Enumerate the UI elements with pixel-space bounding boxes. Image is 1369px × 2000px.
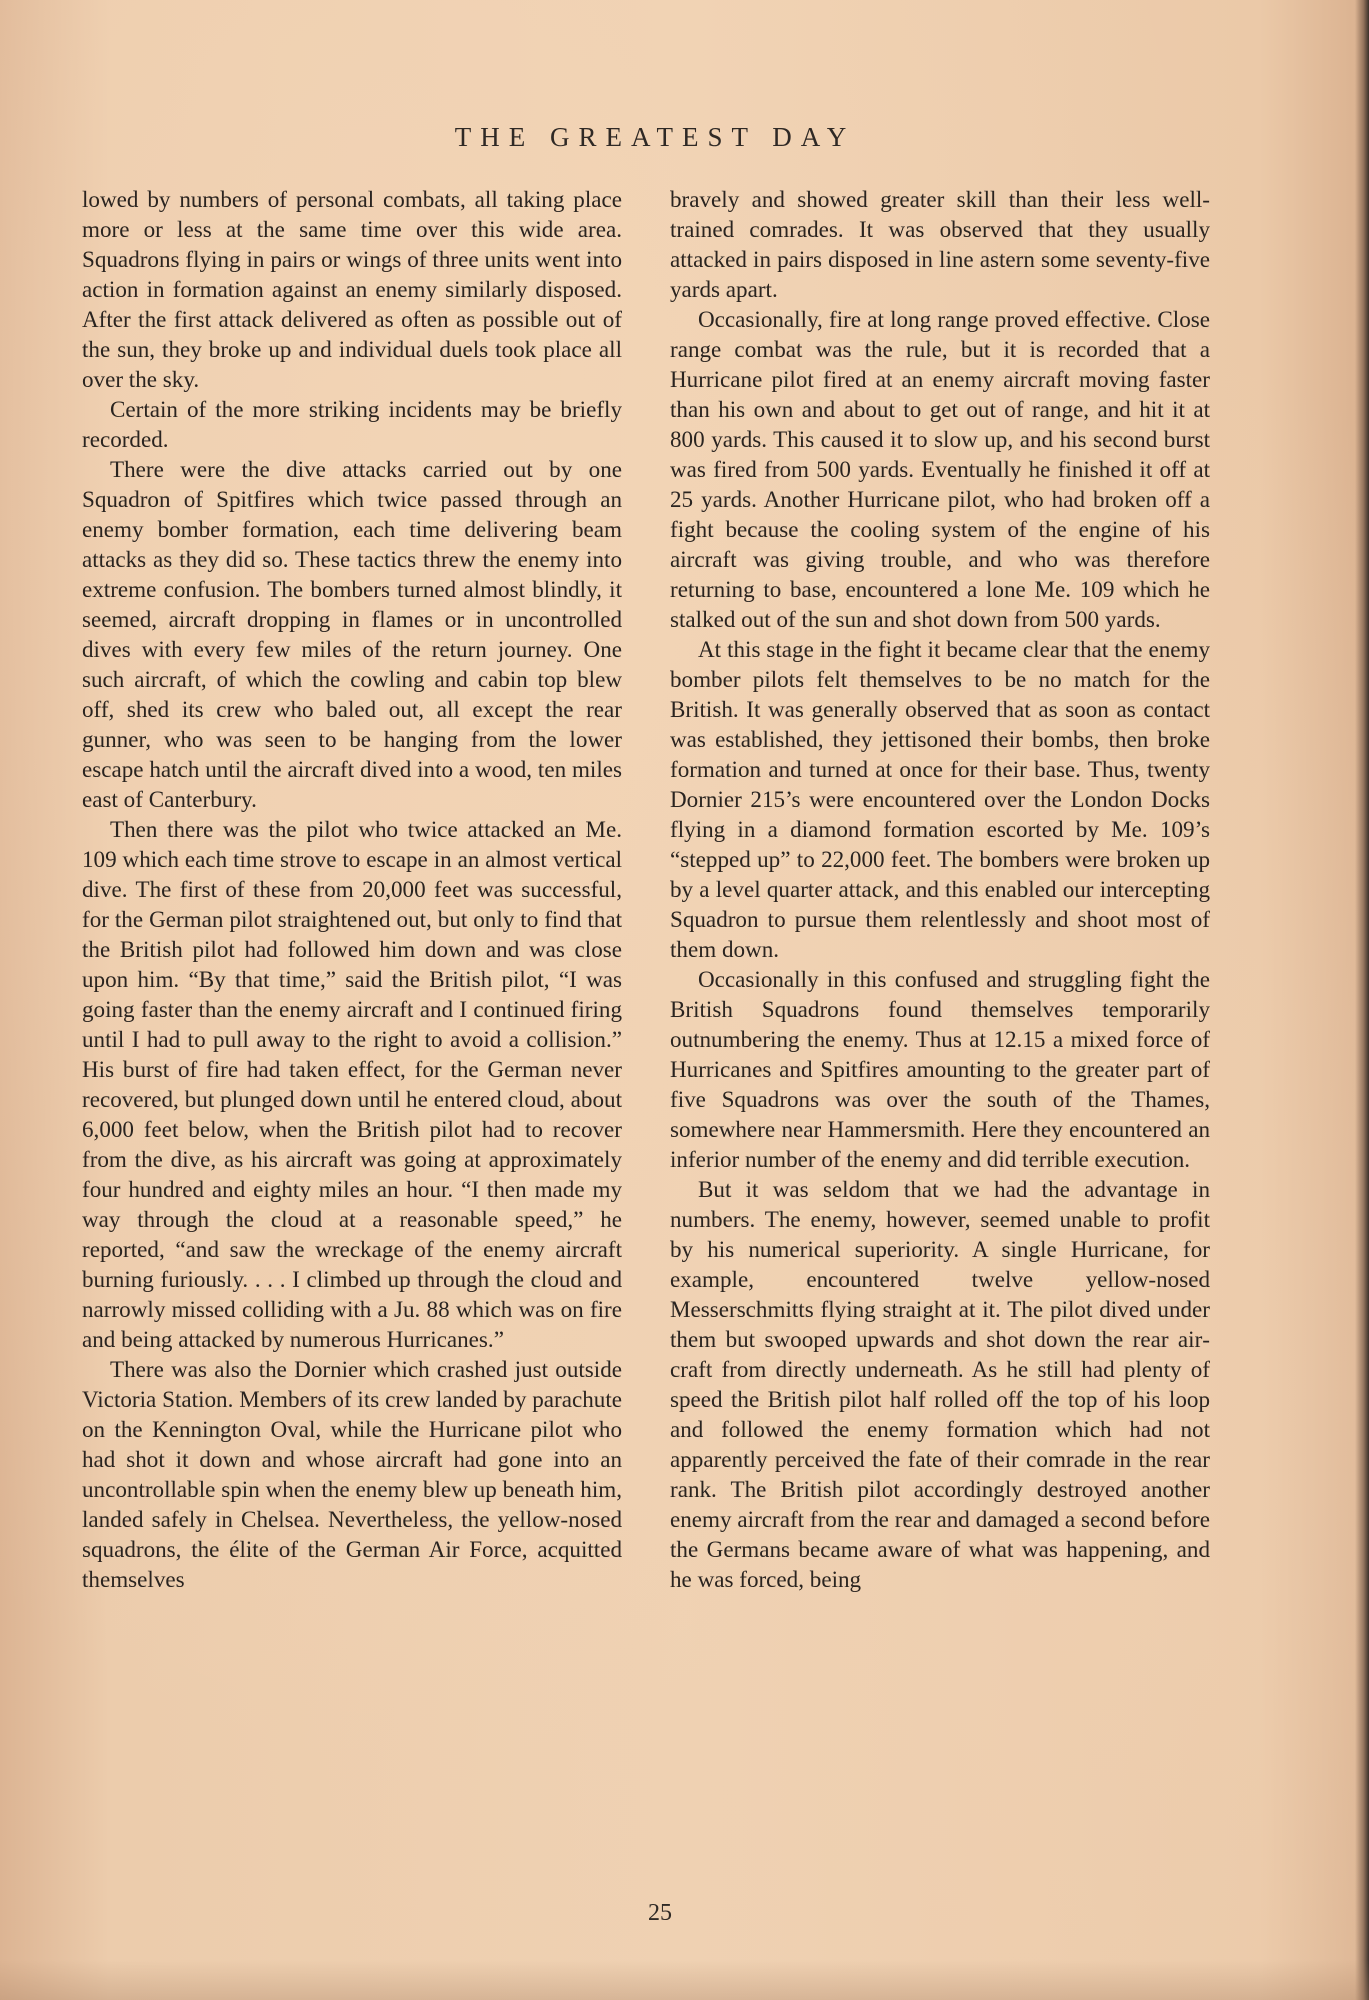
paragraph: There were the dive attacks carried out by one Squadron of Spitfires which twice passed through an enemy bomber formation, each time delivering beam attacks as they did so. These tactics threw the enemy into extreme confusion. The bombers turned almost blindly, it seemed, aircraft dropping in flames or in uncontrolled dives with every few miles of the return journey. One such aircraft, of which the cowling and cabin top blew off, shed its crew who baled out, all except the rear gunner, who was seen to be hanging from the lower escape hatch until the aircraft dived into a wood, ten miles east of Canterbury.	[82, 456, 622, 812]
paragraph: Certain of the more striking incidents may be briefly recorded.	[82, 396, 622, 452]
paragraph: But it was seldom that we had the advantage in numbers. The enemy, however, seemed unable to profit by his numerical superiority. A single Hurricane, for example, encountered twelve yellow-nosed Messerschmitts flying straight at it. The pilot dived under them but swooped upwards and shot down the rear aircraft from directly underneath. As he still had plenty of speed the British pilot half rolled off the top of his loop and followed the enemy formation which had not apparently perceived the fate of their comrade in the rear rank. The British pilot accordingly destroyed another enemy aircraft from the rear and damaged a second before the Germans became aware of what was happening, and he was forced, being	[670, 1176, 1210, 1592]
paragraph: lowed by numbers of personal combats, all taking place more or less at the same time over this wide area. Squadrons flying in pairs or wings of three units went into action in formation against an enemy similarly disposed. After the first attack delivered as often as possible out of the sun, they broke up and individual duels took place all over the sky.	[82, 186, 622, 392]
paragraph: There was also the Dornier which crashed just outside Victoria Station. Members of its crew landed by parachute on the Kennington Oval, while the Hurricane pilot who had shot it down and whose aircraft had gone into an uncontrollable spin when the enemy blew up beneath him, landed safely in Chelsea. Nevertheless, the yellow-nosed squadrons, the élite of the German Air Force, acquitted themselves	[82, 1356, 622, 1592]
running-head: THE GREATEST DAY	[454, 122, 856, 152]
paragraph: Occasionally, fire at long range proved effective. Close range combat was the rule, but it is recorded that a Hurricane pilot fired at an enemy aircraft moving faster than his own and about to get out of range, and hit it at 800 yards. This caused it to slow up, and his second burst was fired from 500 yards. Eventually he finished it off at 25 yards. Another Hurricane pilot, who had broken off a fight because the cooling system of the engine of his aircraft was giving trouble, and who was therefore returning to base, encountered a lone Me. 109 which he stalked out of the sun and shot down from 500 yards.	[670, 306, 1210, 632]
left-column	[82, 184, 622, 1594]
paragraph: bravely and showed greater skill than their less well-trained comrades. It was observed that they usually attacked in pairs disposed in line astern some seventy-five yards apart.	[670, 186, 1210, 302]
paragraph: At this stage in the fight it became clear that the enemy bomber pilots felt themselves to be no match for the British. It was generally observed that as soon as contact was established, they jettisoned their bombs, then broke formation and turned at once for their base. Thus, twenty Dornier 215’s were encountered over the London Docks flying in a diamond formation escorted by Me. 109’s “stepped up” to 22,000 feet. The bombers were broken up by a level quarter attack, and this enabled our intercepting Squadron to pursue them relentlessly and shoot most of them down.	[670, 636, 1210, 962]
right-column	[670, 184, 1210, 1594]
paragraph: Then there was the pilot who twice attacked an Me. 109 which each time strove to escape in an almost vertical dive. The first of these from 20,000 feet was successful, for the German pilot straightened out, but only to find that the British pilot had followed him down and was close upon him. “By that time,” said the British pilot, “I was going faster than the enemy aircraft and I continued firing until I had to pull away to the right to avoid a collision.” His burst of fire had taken effect, for the German never recovered, but plunged down until he entered cloud, about 6,000 feet below, when the British pilot had to recover from the dive, as his aircraft was going at approximately four hundred and eighty miles an hour. “I then made my way through the cloud at a reasonable speed,” he reported, “and saw the wreckage of the enemy aircraft burning furiously. . . . I climbed up through the cloud and narrowly missed colliding with a Ju. 88 which was on fire and being attacked by numerous Hurricanes.”	[82, 816, 622, 1352]
page-number: 25	[648, 1900, 672, 1926]
page-edge-shadow	[1355, 0, 1369, 2000]
paragraph: Occasionally in this confused and struggling fight the British Squadrons found themselves temporarily outnumbering the enemy. Thus at 12.15 a mixed force of Hurricanes and Spitfires amounting to the greater part of five Squadrons was over the south of the Thames, somewhere near Hammersmith. Here they encountered an inferior number of the enemy and did terrible execution.	[670, 966, 1210, 1172]
page-bottom-shading	[0, 1960, 1369, 2000]
